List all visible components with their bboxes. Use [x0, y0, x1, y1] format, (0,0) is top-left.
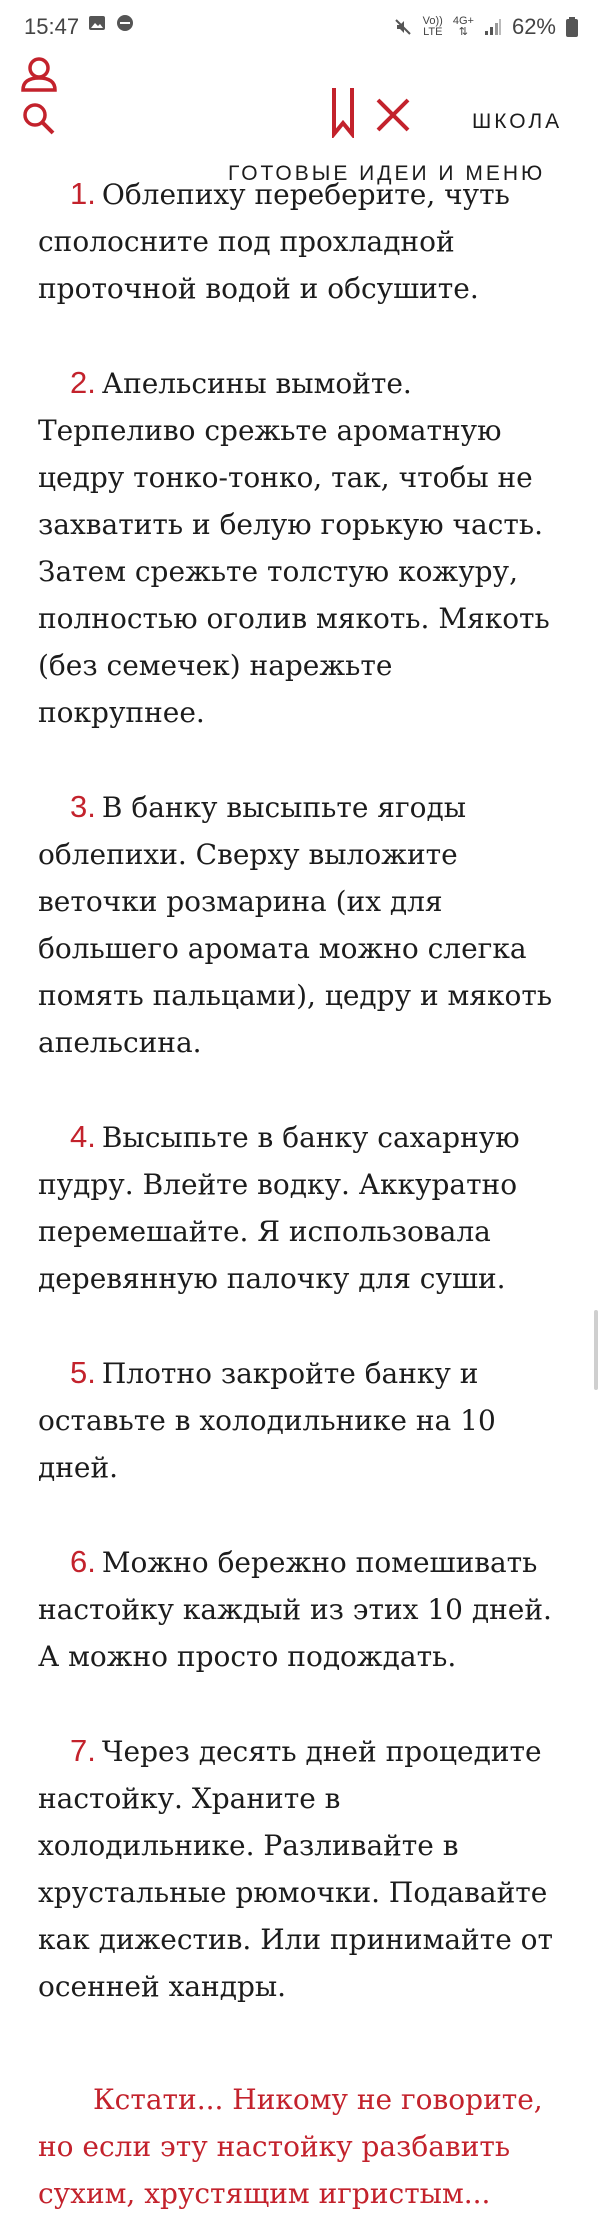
recipe-step — [38, 170, 558, 312]
network-type-indicator: 4G+ ⇅ — [452, 15, 474, 38]
status-left-icons — [88, 14, 134, 32]
site-header — [0, 52, 600, 185]
step-number: 5. — [70, 1355, 96, 1390]
step-text: Высыпьте в банку сахарную пудру. Влейте водку. Аккуратно перемешайте. Я использовала деревянную палочку для суши. — [38, 1121, 520, 1295]
step-text: Облепиху переберите, чуть сполосните под прохладной проточной водой и обсушите. — [38, 178, 510, 305]
status-time: 15:47 — [24, 14, 80, 39]
signal-icon — [484, 18, 502, 36]
mute-icon — [393, 17, 413, 37]
do-not-disturb-icon — [116, 14, 134, 32]
step-text: Можно бережно помешивать настойку каждый из этих 10 дней. А можно просто подождать. — [38, 1546, 552, 1673]
scrollbar[interactable] — [594, 1310, 598, 1390]
note-text: Кстати... Никому не говорите, но если эту настойку разбавить сухим, хрустящим игристым... — [38, 2083, 543, 2210]
step-number: 1. — [70, 176, 96, 211]
recipe-step — [38, 1113, 558, 1302]
ready-ideas-link[interactable]: ГОТОВЫЕ ИДЕИ И МЕНЮ — [228, 162, 546, 185]
step-text: В банку высыпьте ягоды облепихи. Сверху выложите веточки розмарина (их для большего аромата можно слегка помять пальцами), цедру и мякоть апельсина. — [38, 791, 553, 1059]
school-link[interactable]: ШКОЛА — [472, 110, 563, 133]
recipe-step — [38, 359, 558, 736]
status-right — [393, 14, 578, 40]
site-logo[interactable] — [330, 88, 418, 138]
search-icon[interactable] — [20, 100, 58, 136]
status-bar — [0, 0, 600, 52]
step-text: Через десять дней процедите настойку. Храните в холодильнике. Разливайте в хрустальные рюмочки. Подавайте как дижестив. Или принимайте от осенней хандры. — [38, 1735, 554, 2003]
data-arrows-icon: ⇅ — [458, 26, 468, 38]
step-number: 7. — [70, 1733, 96, 1768]
recipe-step — [38, 1349, 558, 1491]
step-text: Плотно закройте банку и оставьте в холодильнике на 10 дней. — [38, 1357, 496, 1484]
step-number: 6. — [70, 1544, 96, 1579]
recipe-steps — [38, 170, 558, 2057]
battery-icon — [566, 17, 578, 37]
volte-indicator: Vo)) LTE — [422, 15, 443, 38]
battery-percent: 62% — [511, 14, 556, 39]
step-number: 2. — [70, 365, 96, 400]
step-number: 4. — [70, 1119, 96, 1154]
gallery-notification-icon — [88, 15, 106, 31]
step-number: 3. — [70, 789, 96, 824]
recipe-step — [38, 1727, 558, 2010]
recipe-step — [38, 1538, 558, 1680]
user-icon[interactable] — [20, 56, 58, 92]
step-text: Апельсины вымойте. Терпеливо срежьте ароматную цедру тонко-тонко, так, чтобы не захватить и белую горькую часть. Затем срежьте толстую кожуру, полностью оголив мякоть. Мякоть (без семечек) нарежьте покрупнее. — [38, 367, 550, 729]
recipe-step — [38, 783, 558, 1066]
